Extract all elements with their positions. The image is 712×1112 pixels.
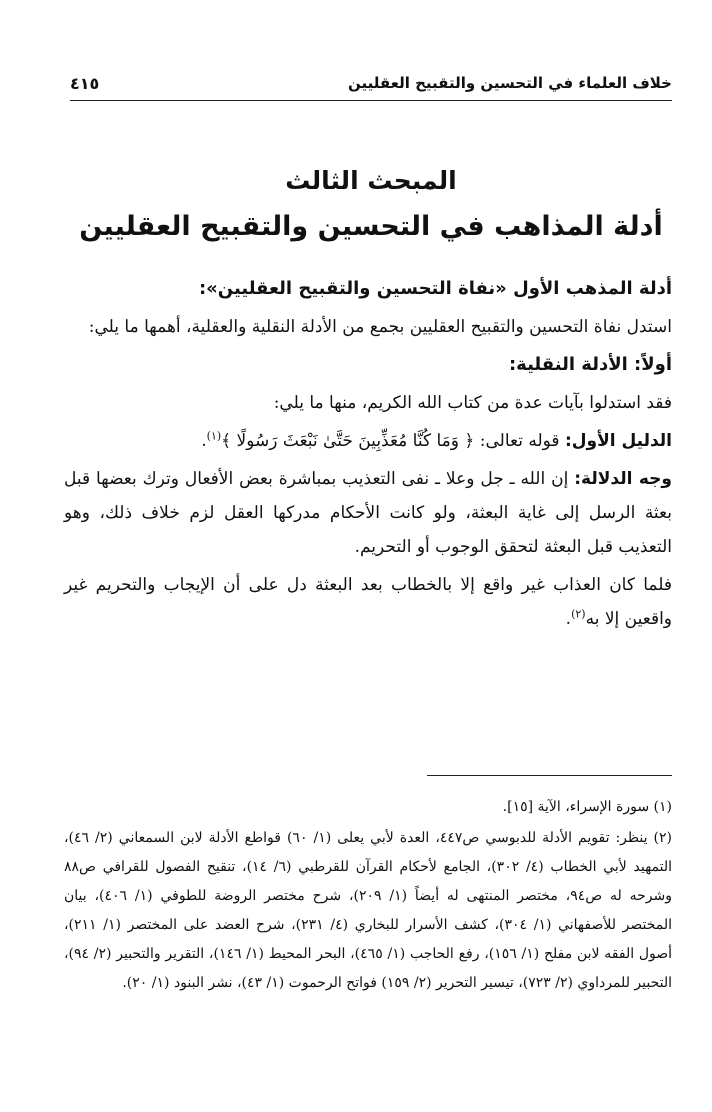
running-title: خلاف العلماء في التحسين والتقبيح العقليين — [347, 74, 672, 92]
evidence-paragraph: الدليل الأول: قوله تعالى: ﴿ وَمَا كُنَّا مُعَذِّبِينَ حَتَّىٰ نَبْعَثَ رَسُولًا ﴾$^{(١)}$. — [201, 429, 672, 451]
paragraph: استدل نفاة التحسين والتقبيح العقليين بجمع من الأدلة النقلية والعقلية، أهمها ما يلي: — [88, 317, 672, 337]
paragraph: فقد استدلوا بآيات عدة من كتاب الله الكريم، منها ما يلي: — [273, 393, 672, 413]
header-divider — [70, 100, 672, 101]
page-number: ٤١٥ — [70, 74, 100, 93]
footnote-ref[interactable]: (١) — [206, 429, 222, 443]
footnote: (١) سورة الإسراء، الآية [١٥]. — [502, 799, 672, 815]
sub-heading: أولاً: الأدلة النقلية: — [508, 354, 672, 375]
section-number-heading: المبحث الثالث — [285, 166, 457, 195]
footnote-divider — [427, 775, 672, 776]
footnote-ref[interactable]: (٢) — [571, 607, 586, 621]
main-text — [64, 272, 672, 640]
running-header — [70, 74, 672, 98]
wajh-lead: وجه الدلالة: — [574, 469, 672, 489]
chapter-title: أدلة المذاهب في التحسين والتقبيح العقليين — [79, 211, 663, 242]
paragraph — [64, 568, 672, 636]
wajh-paragraph — [64, 462, 672, 564]
paragraph-end: . — [565, 609, 572, 629]
footnotes — [64, 793, 672, 1000]
headings — [70, 166, 672, 242]
evidence-text: قوله تعالى: ﴿ وَمَا كُنَّا مُعَذِّبِينَ حَتَّىٰ نَبْعَثَ رَسُولًا ﴾ — [221, 431, 560, 451]
evidence-lead: الدليل الأول: — [564, 431, 672, 451]
footnote: (٢) ينظر: تقويم الأدلة للدبوسي ص٤٤٧، العدة لأبي يعلى (١/ ٦٠) قواطع الأدلة لابن السمعاني (٢/ ٤٦)، التمهيد لأبي الخطاب (٤/ ٣٠٢)، الجامع لأحكام القرآن للقرطبي (٦/ ١٤)، تنقيح الفصول للقرافي ص٨٨ وشرحه له ص٩٤، مختصر المنتهى له أيضاً (١/ ٢٠٩)، شرح مختصر الروضة للطوفي (١/ ٤٠٦)، بيان المختصر للأصفهاني (١/ ٣٠٤)، كشف الأسرار للبخاري (٤/ ٢٣١)، شرح العضد على المختصر (١/ ٢١١)، أصول الفقه لابن مفلح (١/ ١٥٦)، رفع الحاجب (١/ ٤٦٥)، البحر المحيط (١/ ١٤٦)، التقرير والتحبير (٢/ ٩٤)، التحبير للمرداوي (٢/ ٧٢٣)، تيسير التحرير (٢/ ١٥٩) فواتح الرحموت (١/ ٤٣)، نشر البنود (١/ ٢٠). — [64, 830, 673, 991]
paragraph-text: فلما كان العذاب غير واقع إلا بالخطاب بعد البعثة دل على أن الإيجاب والتحريم غير واقعين إلا به — [64, 575, 672, 629]
wajh-text: إن الله ـ جل وعلا ـ نفى التعذيب بمباشرة بعض الأفعال وترك بعضها قبل بعثة الرسل إلى غاية البعثة، ولو كانت الأحكام مدركها العقل لزم خلاف ذلك، وهو التعذيب قبل البعثة لتحقق الوجوب أو التحريم. — [64, 469, 672, 557]
section-heading: أدلة المذهب الأول «نفاة التحسين والتقبيح العقليين»: — [198, 278, 672, 299]
